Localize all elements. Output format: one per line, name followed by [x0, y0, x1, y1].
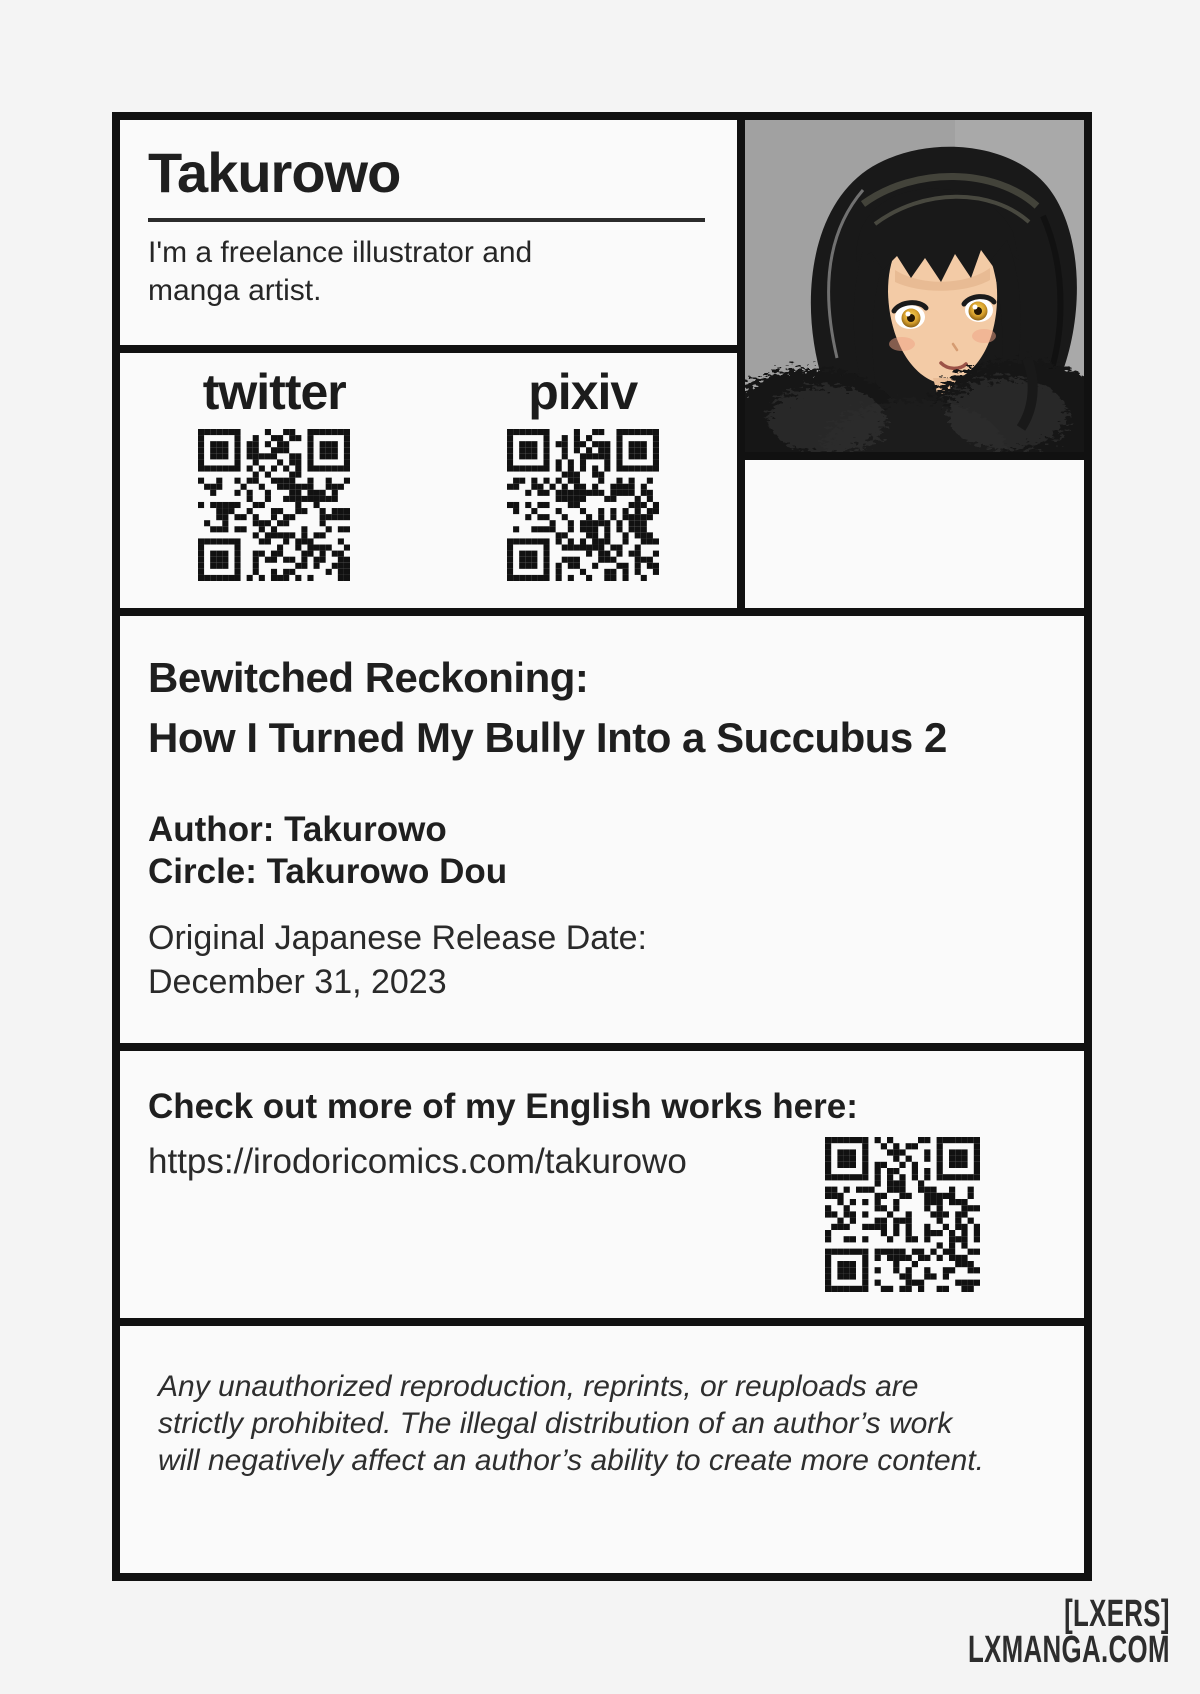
- promo-qr-code-icon: [825, 1137, 980, 1292]
- disclaimer-line-2: strictly prohibited. The illegal distribution of an author’s work: [158, 1407, 953, 1441]
- work-title-line-2: How I Turned My Bully Into a Succubus 2: [148, 713, 947, 761]
- artist-bio: [148, 234, 713, 309]
- work-title: [148, 648, 1054, 767]
- credit-lines: [148, 809, 1054, 892]
- artist-profile-box: [112, 112, 745, 353]
- watermark-site-name: LXMANGA.COM: [968, 1629, 1170, 1671]
- promo-heading: Check out more of my English works here:: [148, 1087, 858, 1126]
- author-line: Author: Takurowo: [148, 810, 447, 850]
- promo-url: https://irodoricomics.com/takurowo: [148, 1142, 687, 1181]
- disclaimer-line-1: Any unauthorized reproduction, reprints, or reuploads are: [158, 1370, 919, 1403]
- empty-panel: [737, 452, 1092, 616]
- twitter-qr-code-icon: [198, 429, 350, 581]
- pixiv-qr-code-icon: [507, 429, 659, 581]
- work-title-line-1: Bewitched Reckoning:: [148, 654, 589, 701]
- copyright-disclaimer-box: [112, 1318, 1092, 1581]
- english-works-promo-box: [112, 1043, 1092, 1326]
- work-credits-box: [112, 608, 1092, 1051]
- artist-bio-line-1: I'm a freelance illustrator and: [148, 236, 533, 269]
- pixiv-social-block: [507, 363, 659, 581]
- artist-portrait-box: [737, 112, 1092, 460]
- circle-line: Circle: Takurowo Dou: [148, 851, 508, 891]
- social-links-box: [112, 345, 745, 616]
- artist-avatar-illustration: [745, 120, 1084, 452]
- release-date-value: December 31, 2023: [148, 963, 447, 1002]
- disclaimer-line-3: will negatively affect an author’s ability to create more content.: [158, 1444, 984, 1478]
- twitter-label: twitter: [202, 364, 346, 420]
- pixiv-label: pixiv: [528, 364, 638, 420]
- artist-name: Takurowo: [148, 140, 705, 222]
- artist-bio-line-2: manga artist.: [148, 273, 322, 307]
- site-watermark: [968, 1593, 1170, 1671]
- release-date-label: Original Japanese Release Date:: [148, 918, 647, 957]
- twitter-social-block: [198, 363, 350, 581]
- release-date-block: [148, 916, 1054, 1004]
- watermark-group-tag: [LXERS]: [1064, 1593, 1170, 1635]
